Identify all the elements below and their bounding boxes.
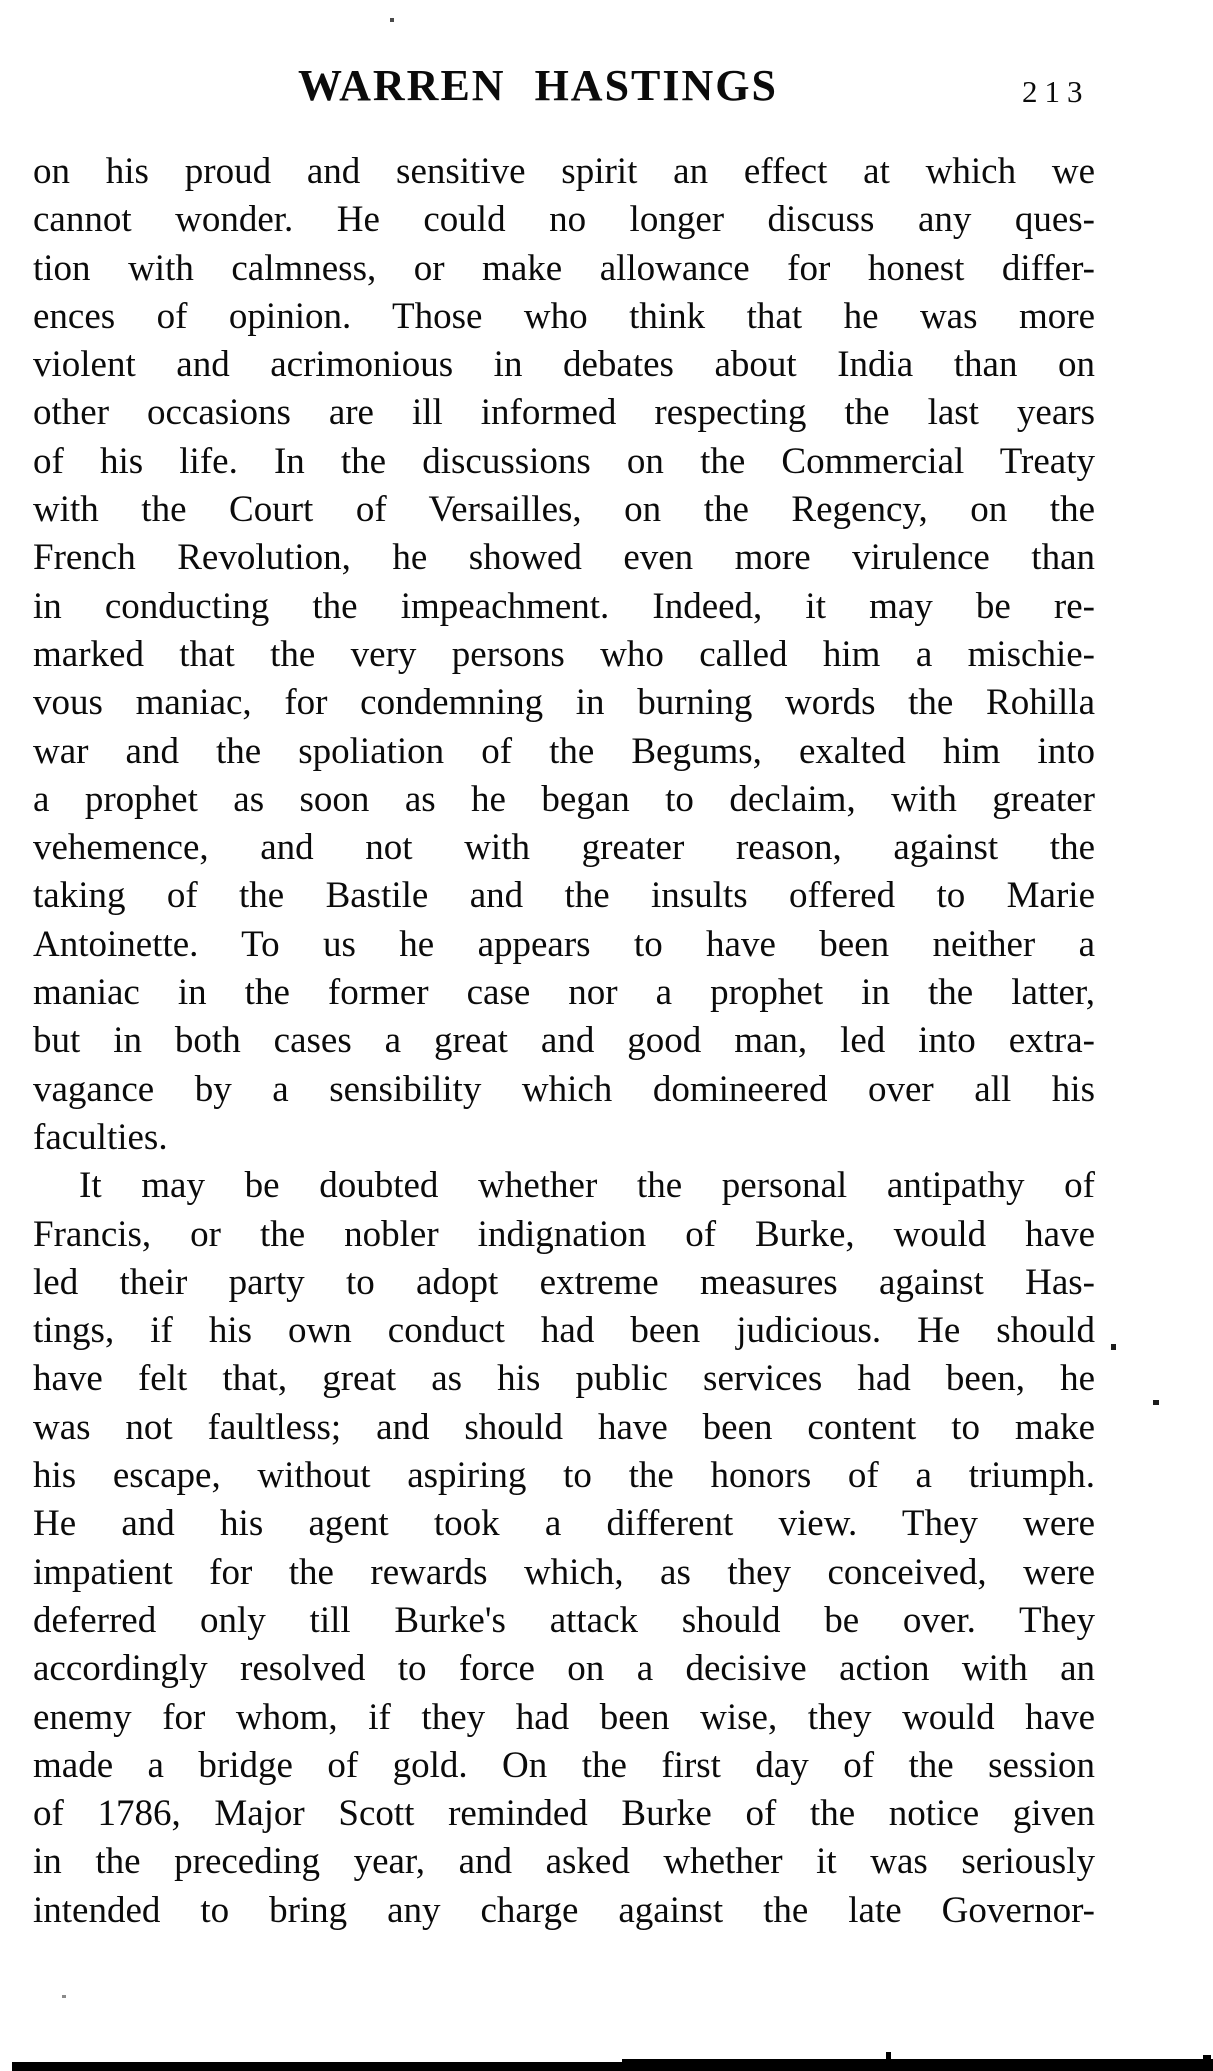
page-header-title: WARREN HASTINGS	[298, 61, 778, 110]
text-line: Francis, or the nobler indignation of Burke, would have	[33, 1213, 1095, 1255]
scan-edge-bar-left	[12, 2062, 624, 2071]
text-line: tion with calmness, or make allowance for honest differ-	[33, 247, 1095, 289]
text-line-paragraph-start: It may be doubted whether the personal antipathy of	[79, 1165, 1095, 1207]
text-line: violent and acrimonious in debates about India than on	[33, 344, 1095, 386]
text-line: made a bridge of gold. On the first day of the session	[33, 1744, 1095, 1786]
text-line: impatient for the rewards which, as they conceived, were	[33, 1551, 1095, 1593]
text-line: He and his agent took a different view. They were	[33, 1503, 1095, 1545]
scan-speck	[1111, 1344, 1116, 1350]
scan-edge-tick	[1203, 2055, 1211, 2062]
scan-speck	[62, 1995, 66, 1998]
text-line: in the preceding year, and asked whether it was seriously	[33, 1841, 1095, 1883]
text-line: vous maniac, for condemning in burning words the Rohilla	[33, 682, 1095, 724]
text-line: vagance by a sensibility which domineered over all his	[33, 1068, 1095, 1110]
text-line: ences of opinion. Those who think that he was more	[33, 295, 1095, 337]
text-line: taking of the Bastile and the insults offered to Marie	[33, 875, 1095, 917]
text-line: war and the spoliation of the Begums, exalted him into	[33, 730, 1095, 772]
text-line: of his life. In the discussions on the Commercial Treaty	[33, 440, 1095, 482]
text-line: but in both cases a great and good man, led into extra-	[33, 1020, 1095, 1062]
text-line: French Revolution, he showed even more virulence than	[33, 537, 1095, 579]
text-line: vehemence, and not with greater reason, against the	[33, 827, 1095, 869]
text-line: led their party to adopt extreme measures against Has-	[33, 1261, 1095, 1303]
text-line: of 1786, Major Scott reminded Burke of the notice given	[33, 1793, 1095, 1835]
text-line: marked that the very persons who called him a mischie-	[33, 633, 1095, 675]
page-number: 213	[1022, 74, 1090, 109]
text-line: have felt that, great as his public services had been, he	[33, 1358, 1095, 1400]
text-line: accordingly resolved to force on a decisive action with an	[33, 1648, 1095, 1690]
text-line: intended to bring any charge against the late Governor-	[33, 1889, 1095, 1931]
text-line: in conducting the impeachment. Indeed, it may be re-	[33, 585, 1095, 627]
text-line-paragraph-end: faculties.	[33, 1116, 168, 1158]
text-line: was not faultless; and should have been content to make	[33, 1406, 1095, 1448]
text-line: deferred only till Burke's attack should be over. They	[33, 1599, 1095, 1641]
text-line: his escape, without aspiring to the honors of a triumph.	[33, 1455, 1095, 1497]
text-line: with the Court of Versailles, on the Regency, on the	[33, 489, 1095, 531]
scan-speck	[390, 18, 394, 22]
body-text	[33, 148, 1095, 1935]
scan-edge-bar-right	[622, 2059, 1213, 2071]
text-line: a prophet as soon as he began to declaim, with greater	[33, 778, 1095, 820]
text-line: maniac in the former case nor a prophet in the latter,	[33, 972, 1095, 1014]
text-line: tings, if his own conduct had been judicious. He should	[33, 1310, 1095, 1352]
text-line: enemy for whom, if they had been wise, they would have	[33, 1696, 1095, 1738]
scan-speck	[1153, 1400, 1159, 1405]
text-line: on his proud and sensitive spirit an effect at which we	[33, 151, 1095, 192]
text-line: cannot wonder. He could no longer discuss any ques-	[33, 199, 1095, 241]
text-line: Antoinette. To us he appears to have been neither a	[33, 923, 1095, 965]
text-line: other occasions are ill informed respecting the last years	[33, 392, 1095, 434]
scan-edge-tick	[886, 2052, 891, 2061]
